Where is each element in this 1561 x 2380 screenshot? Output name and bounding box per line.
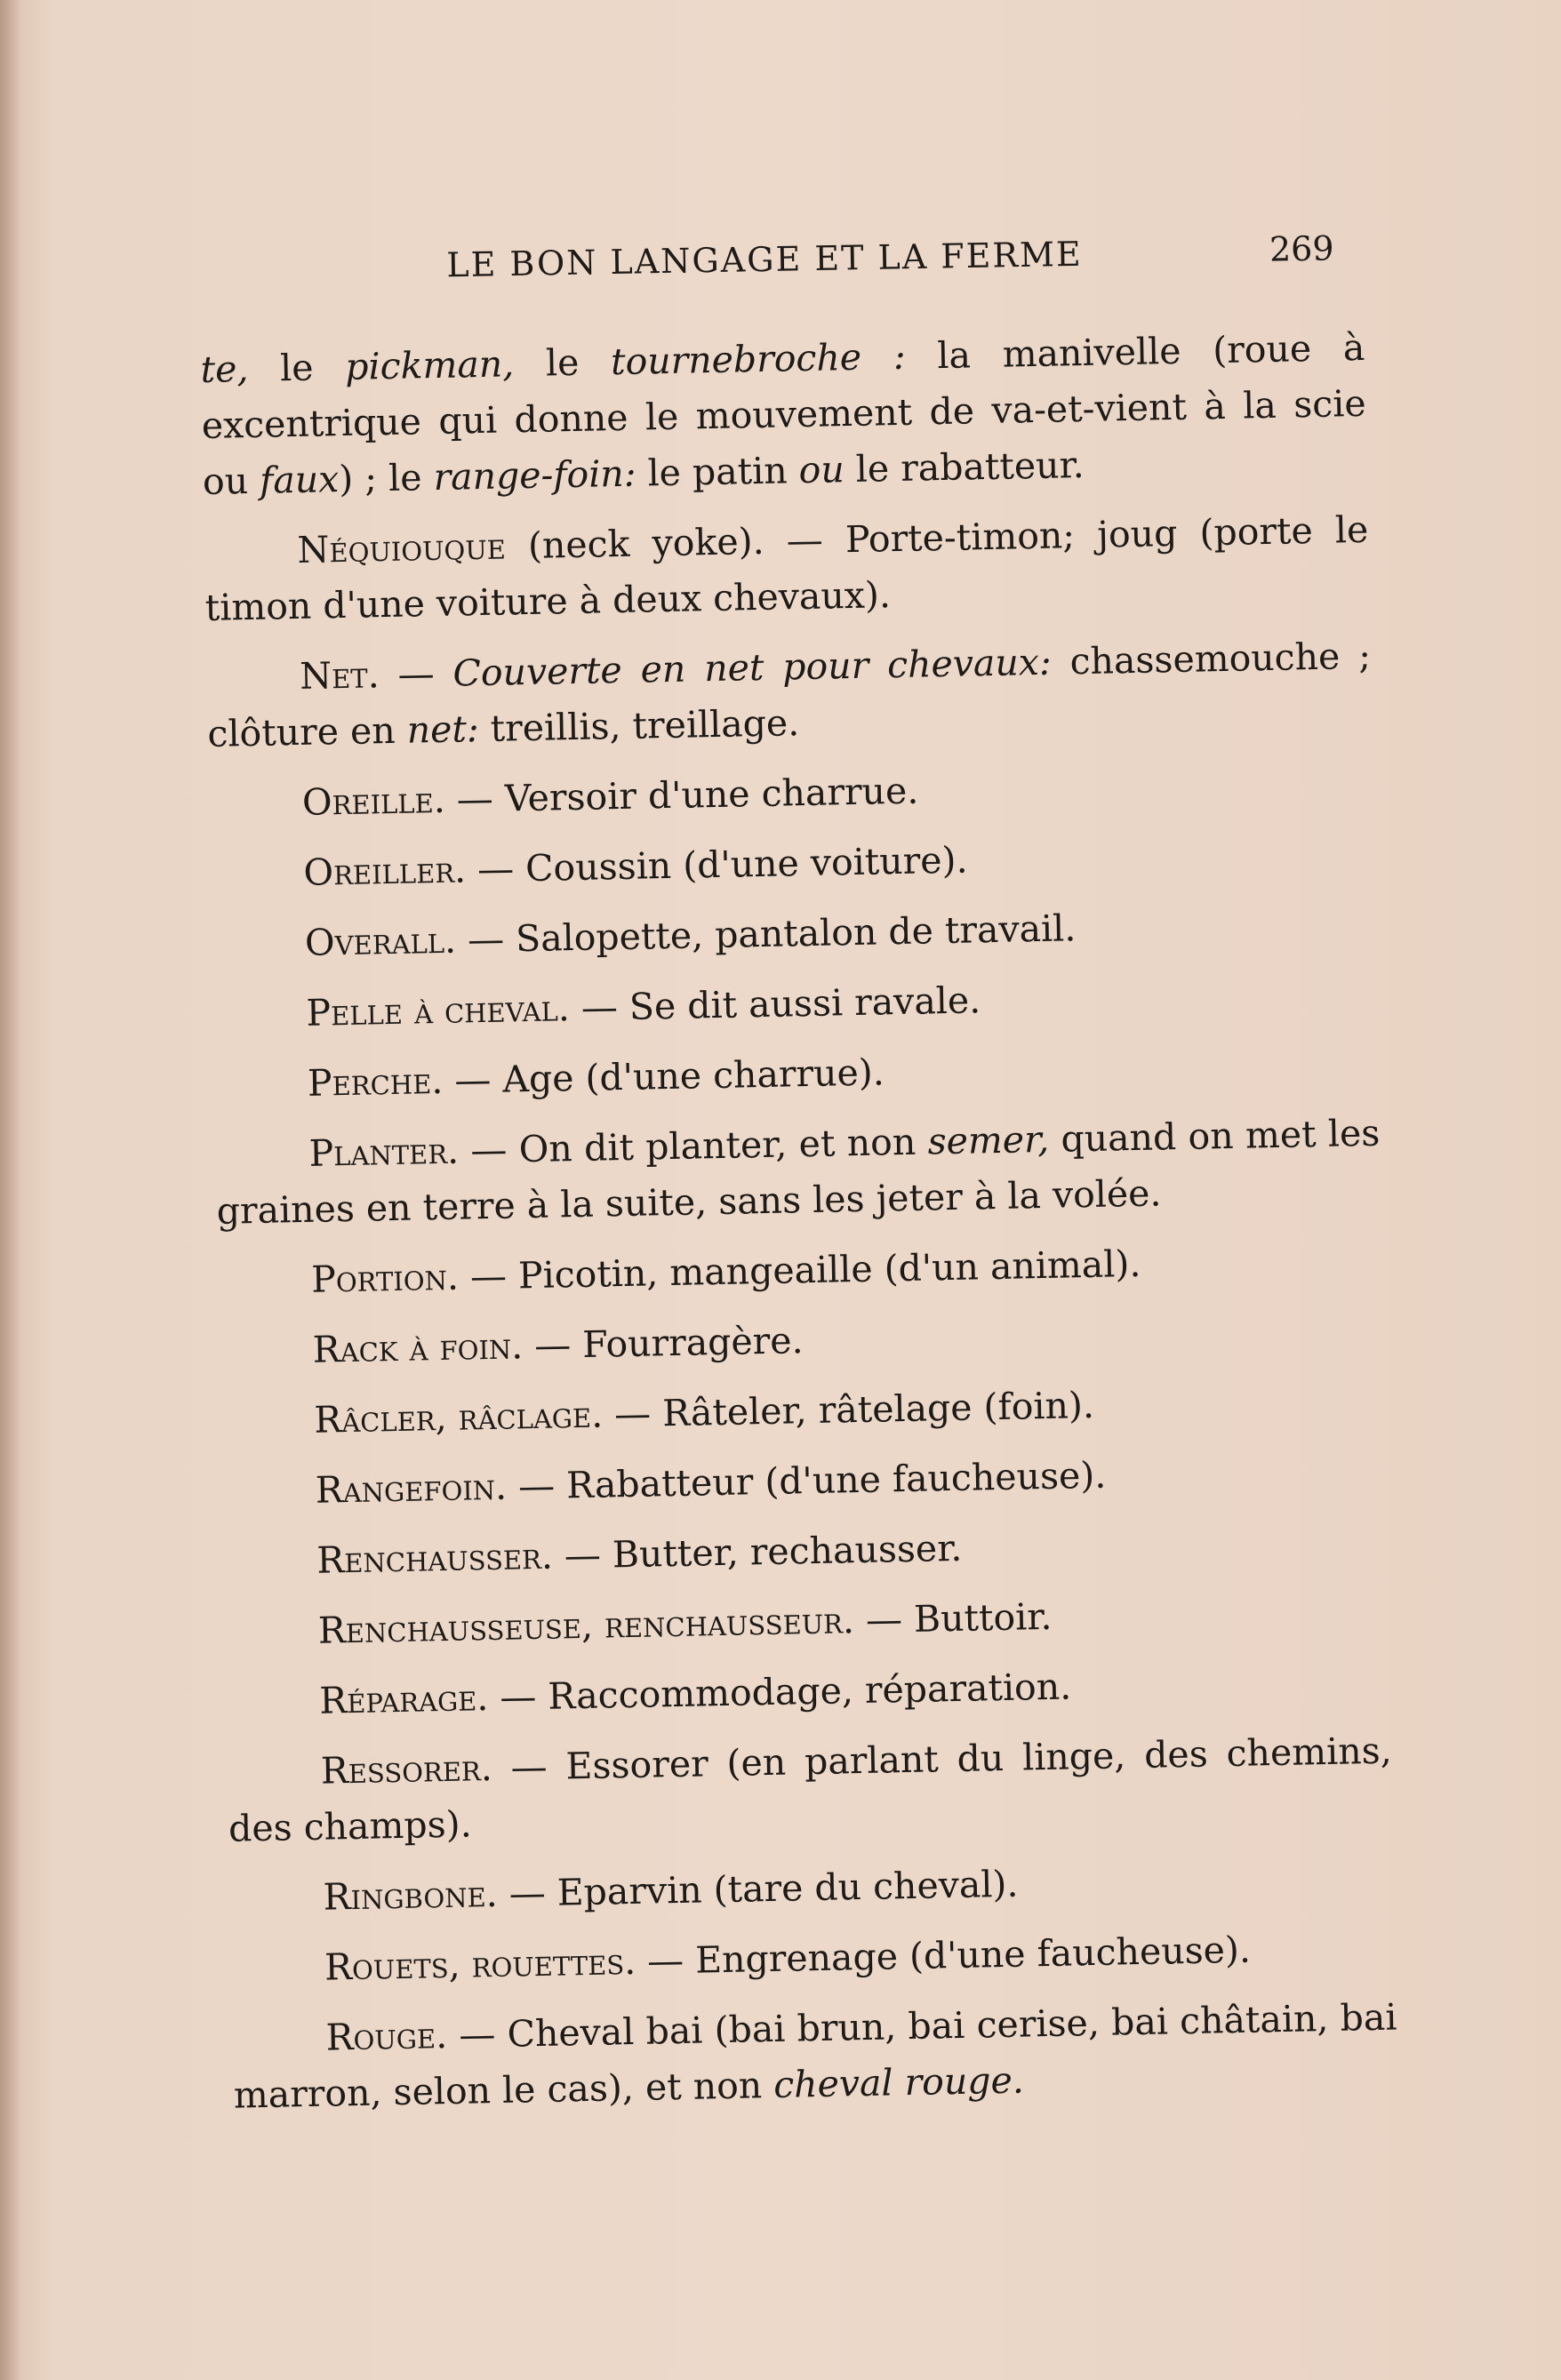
italic-text: cheval rouge. [772,2058,1025,2106]
definition-text: Fourragère. [581,1319,805,1366]
entry-term: Rouets, rouettes. [324,1939,636,1989]
entry-term: Portion. [310,1255,460,1301]
definition-text: Raccommodage, réparation. [547,1665,1072,1718]
entry-term: Oreille. [301,778,446,824]
definition-text: quand on met les graines en terre à la suite, sans les jeter à la volée. [216,1111,1381,1233]
glossary-entry [218,1232,1383,1310]
definition-text: la manivelle (roue à excentrique qui donne le mouvement de va-et-vient à la scie ou [201,325,1367,503]
entry-term: Oreiller. [303,848,467,894]
definition-text: Engrenage (d'une faucheuse). [694,1928,1252,1982]
glossary-entry [210,825,1375,903]
glossary-entry [213,1035,1379,1114]
glossary-entry [215,1106,1381,1240]
italic-text: te, [200,347,281,391]
entry-term: Perche. [307,1058,444,1105]
entry-dash: — [602,1392,663,1436]
entry-term: Rangefoin. [315,1465,508,1512]
glossary-entry [231,1920,1397,1998]
glossary-entry [224,1583,1389,1661]
entry-term: Rack à foin. [312,1324,524,1371]
continued-paragraph [200,320,1367,510]
glossary-text [200,320,1399,2138]
definition-text: Eparvin (tare du cheval). [556,1862,1019,1914]
glossary-entry [206,628,1373,763]
definition-text: ) ; le [338,455,435,501]
glossary-entry [212,965,1378,1043]
entry-dash: — [853,1597,915,1642]
entry-dash: — [442,1058,503,1102]
entry-dash: — [522,1322,583,1368]
definition-text: le patin [647,449,800,495]
page-number: 269 [1269,228,1334,269]
entry-dash: — [458,1254,519,1298]
definition-text: Versoir d'une charrue. [504,769,919,820]
definition-text: Salopette, pantalon de travail. [515,906,1077,961]
glossary-entry [204,502,1370,636]
entry-dash: — [487,1674,548,1720]
entry-term: Pelle à cheval. [306,986,571,1034]
entry-term: Net. [299,653,380,698]
glossary-entry [227,1723,1393,1857]
definition-text: Se dit aussi ravale. [628,978,981,1028]
entry-dash: — [552,1533,613,1577]
glossary-entry [211,895,1376,973]
italic-text: tournebroche : [610,334,938,384]
definition-text: On dit planter, et non [518,1120,929,1171]
entry-dash: — [497,1871,558,1915]
italic-text: Couverte en net pour chevaux: [452,640,1071,695]
glossary-entry [219,1302,1384,1380]
definition-text: Buttoir. [913,1594,1053,1641]
glossary-entry [232,1990,1398,2124]
entry-term: Rouge. [325,2014,448,2059]
definition-text: Cheval bai (bai brun, bai cerise, bai châtain, bai marron, selon le cas), et non [233,1995,1397,2117]
definition-text: le [279,345,346,390]
italic-text: net: [406,707,492,752]
definition-text: le rabatteur. [844,443,1085,491]
definition-text: treillis, treillage. [490,701,800,750]
entry-dash: — [492,1745,566,1789]
entry-dash: — [635,1938,696,1983]
glossary-entry [220,1372,1386,1450]
definition-text: Picotin, mangeaille (d'un animal). [517,1242,1141,1298]
entry-term: Réparage. [318,1676,489,1722]
definition-text: Porte-timon; joug (porte le timon d'une voiture à deux chevaux). [204,507,1369,629]
entry-dash: — [379,651,453,697]
italic-text: faux [259,458,340,502]
definition-text: chassemouche ; clôture en [207,634,1372,755]
definition-text: Age (d'une charrue). [501,1050,885,1101]
entry-term: Overall. [304,918,457,964]
entry-dash: — [465,847,526,891]
italic-text: pickman, [344,341,547,388]
entry-dash: — [444,777,506,821]
entry-term: Ressorer. [320,1745,493,1793]
italic-text: semer, [927,1117,1050,1163]
glossary-entry [221,1442,1387,1521]
entry-dash: — [446,2012,508,2057]
definition-text: Essorer (en parlant du linge, des chemins, des champs). [228,1729,1393,1850]
page-gutter [0,0,20,2380]
definition-text: Butter, rechausser. [612,1526,963,1577]
entry-dash: — [569,985,630,1030]
running-title: LE BON LANGAGE ET LA FERME [445,234,1084,285]
entry-term: Renchausser. [316,1534,554,1582]
glossary-entry [223,1513,1389,1591]
entry-term: Planter. [308,1129,460,1175]
definition-text: Coussin (d'une voiture). [524,838,968,891]
glossary-entry [208,755,1373,833]
definition-text: Rabatteur (d'une faucheuse). [565,1453,1107,1507]
entry-dash: — [458,1128,520,1172]
definition-text: Râteler, râtelage (foin). [661,1383,1095,1435]
italic-text: ou [798,448,845,492]
entry-term: Néquiouque [297,524,507,571]
entry-term: Renchausseuse, renchausseur. [317,1599,855,1652]
entry-term: Ringbone. [323,1872,499,1919]
entry-dash: — [506,1464,567,1508]
glossary-entry [229,1849,1395,1928]
entry-term: Râcler, râclage. [313,1393,604,1442]
entry-dash: — [455,917,516,962]
italic-text: range-foin: [433,451,649,499]
glossary-entry [226,1653,1391,1731]
entry-dash: (neck yoke). — [505,518,846,568]
definition-text: le [545,340,612,385]
